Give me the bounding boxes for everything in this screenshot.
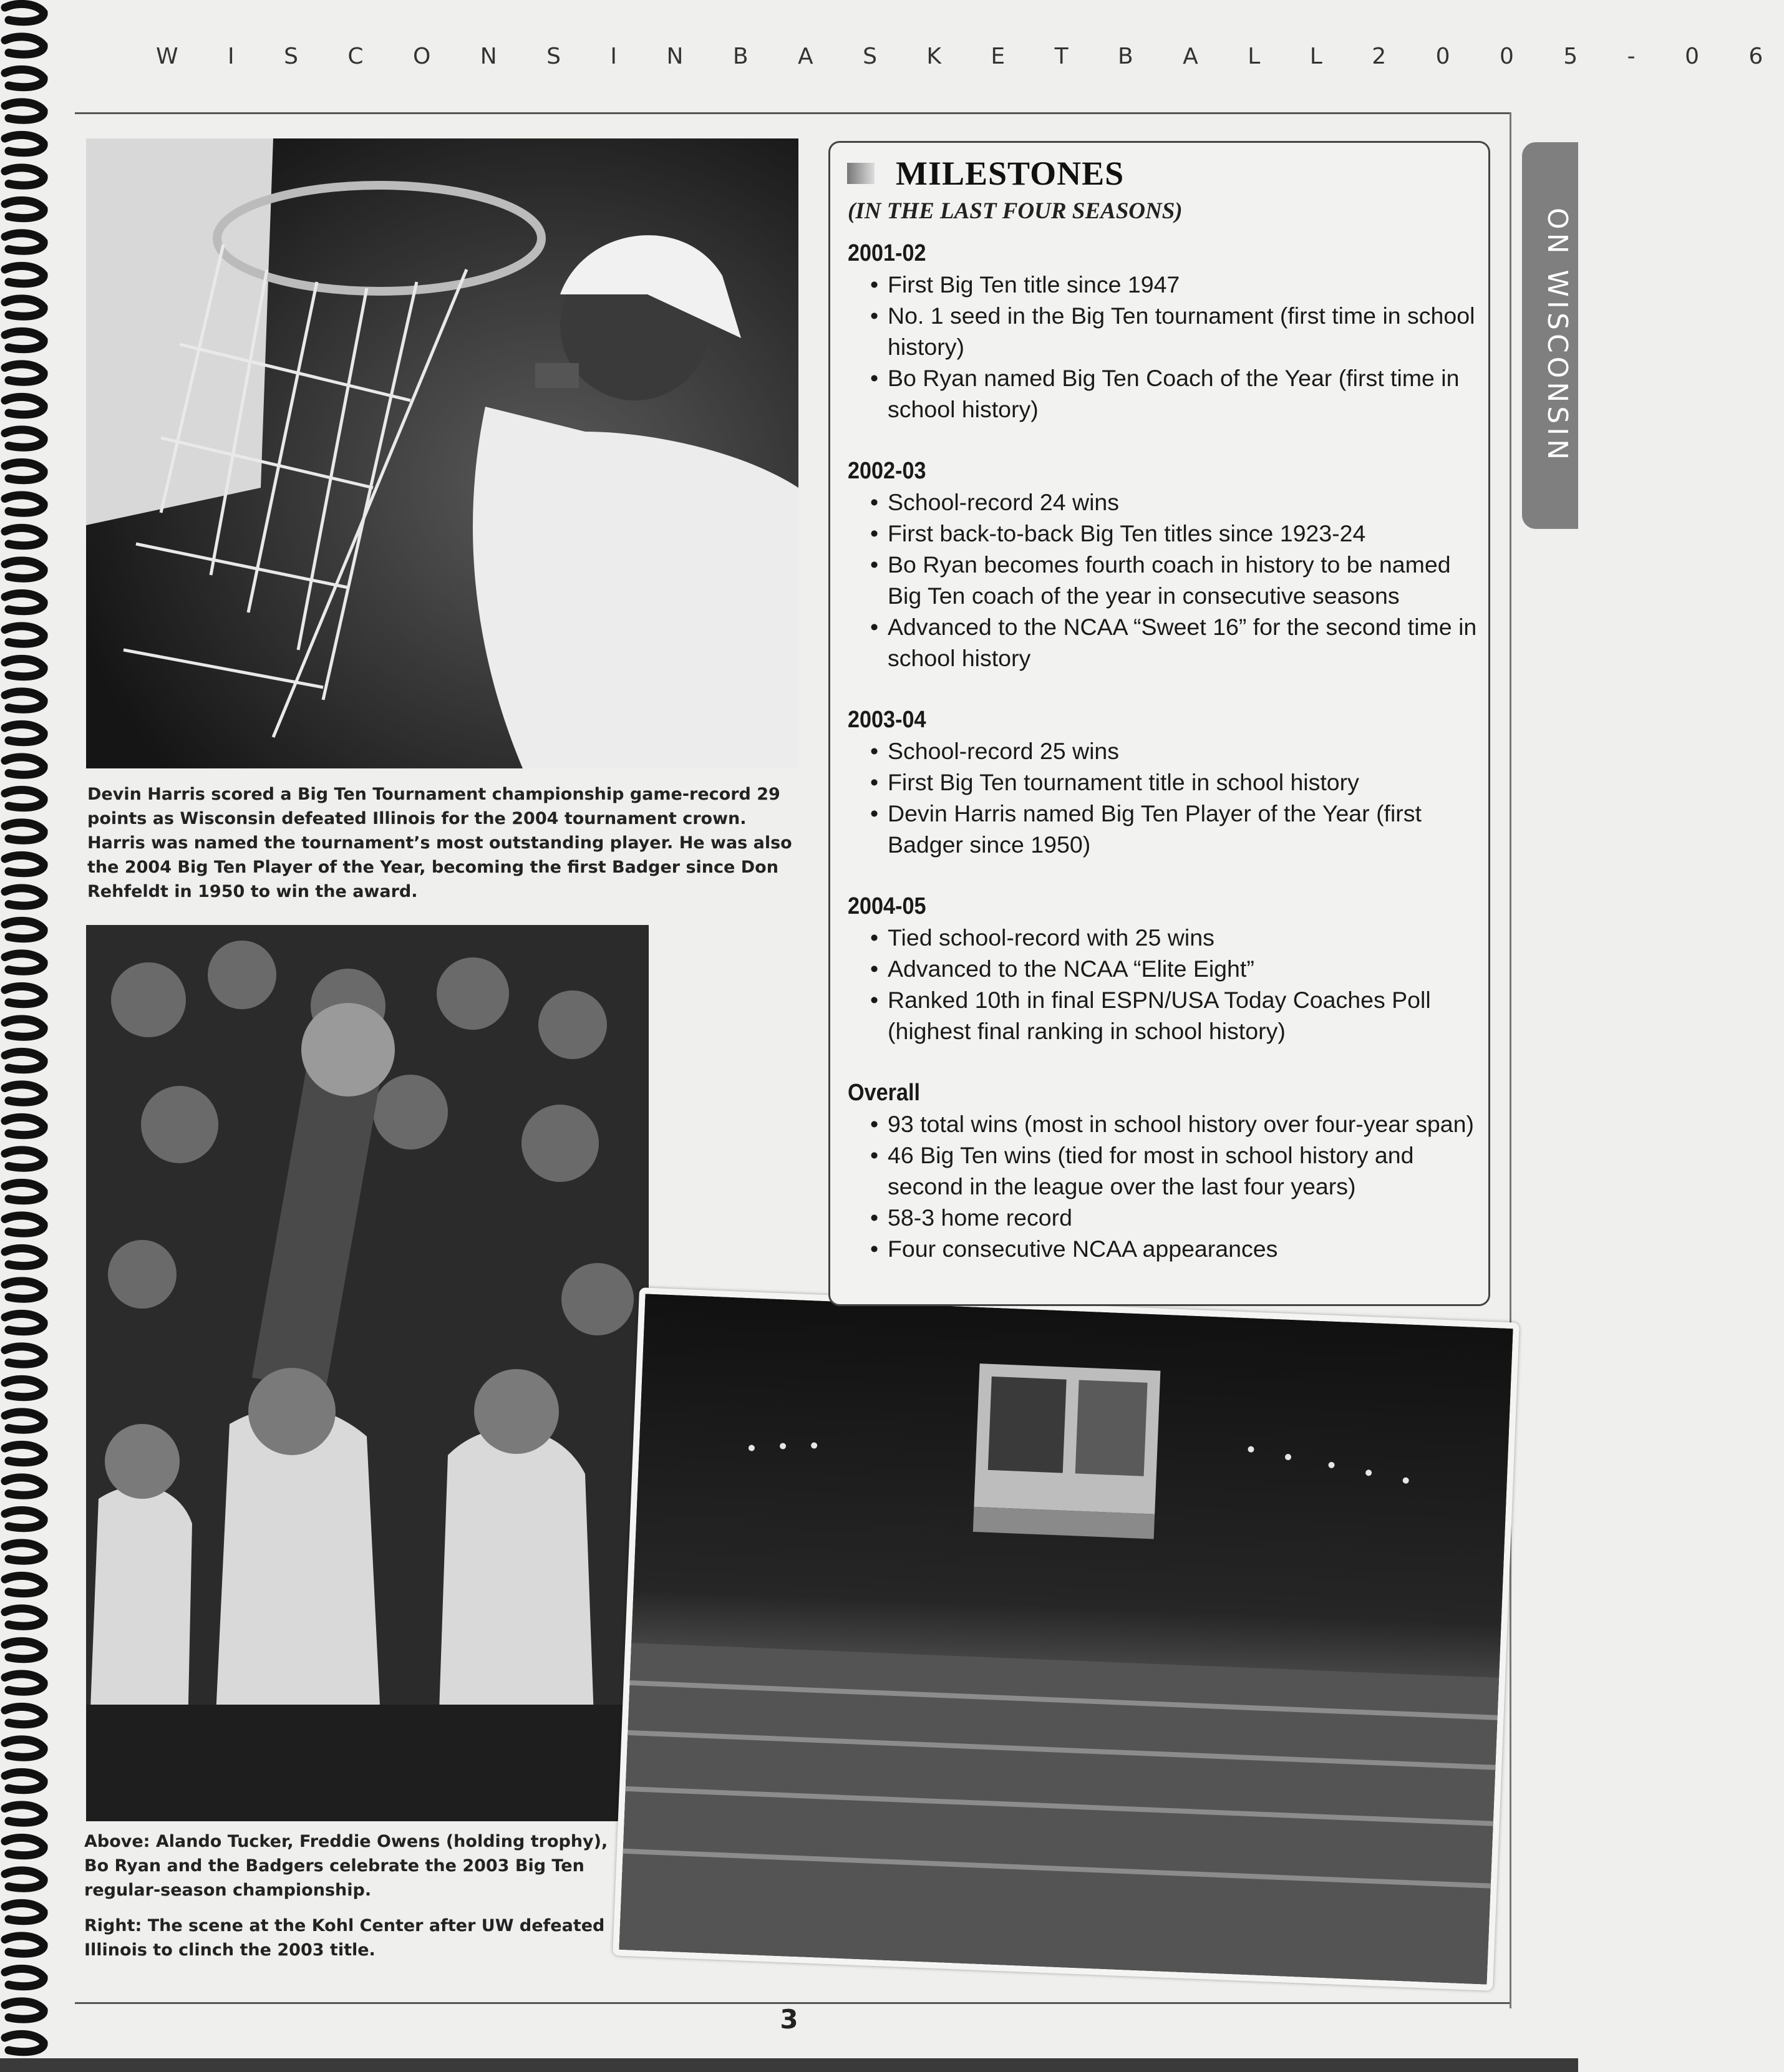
milestone-item: • Tied school-record with 25 wins [870,924,1214,951]
spiral-coil [5,1871,44,1888]
spiral-coil [5,1478,44,1495]
spiral-coil [5,593,44,611]
spiral-coil [5,1150,44,1168]
spiral-coil [5,1641,44,1658]
running-header: W I S C O N S I N B A S K E T B A L L 2 0 0 5 - 0 6 [156,44,1784,69]
spiral-coil [5,1314,44,1331]
milestone-item: • Bo Ryan named Big Ten Coach of the Year (first time in school history) [870,365,1460,422]
photo-net-cutting [86,138,798,768]
spiral-coil [5,135,44,152]
spiral-coil [5,2034,44,2051]
spiral-coil [5,1805,44,1823]
spiral-coil [5,1936,44,1953]
milestone-item: • School-record 24 wins [870,489,1120,515]
spiral-coil [5,102,44,120]
spiral-coil [5,1019,44,1037]
milestone-item: • School-record 25 wins [870,738,1120,764]
spiral-coil [5,1445,44,1462]
header-rule [75,112,1510,114]
spiral-coil [5,528,44,545]
spiral-coil [5,233,44,251]
spiral-coil [5,1968,44,1986]
spiral-coil [5,2002,44,2019]
milestone-item: • Devin Harris named Big Ten Player of the Year (first Badger since 1950) [870,800,1422,858]
spiral-coil [5,299,44,316]
spiral-coil [5,1510,44,1527]
spiral-coil [5,1052,44,1069]
photo-caption-kohl-center: Right: The scene at the Kohl Center after UW defeated Illinois to clinch the 2003 title. [84,1916,605,1960]
milestones-title: MILESTONES [896,155,1125,192]
photo-caption-celebration: Above: Alando Tucker, Freddie Owens (holding trophy), Bo Ryan and the Badgers celebrate the 2003 Big Ten regular-season championship. [84,1832,608,1900]
season-heading: 2002-03 [848,458,926,484]
spiral-coil [5,200,44,218]
spiral-coil [5,1609,44,1626]
spiral-coil [5,724,44,742]
spiral-coil [5,1740,44,1757]
milestone-item: • Ranked 10th in final ESPN/USA Today Coaches Poll (highest final ranking in school history) [870,987,1431,1044]
spiral-coil [5,462,44,480]
section-tab [1522,142,1578,529]
milestones-panel [828,141,1490,1306]
scan-edge [0,2058,1578,2072]
spiral-coil [5,37,44,54]
milestone-item: • First Big Ten title since 1947 [870,271,1180,298]
photo-kohl-center-crowd [613,1287,1520,1991]
milestone-item: • No. 1 seed in the Big Ten tournament (first time in school history) [870,303,1475,360]
spiral-coil [5,1281,44,1299]
spiral-coil [5,1183,44,1200]
spiral-binding [0,0,59,2072]
spiral-coil [5,1903,44,1920]
photo-trophy-celebration [86,925,649,1821]
spiral-coil [5,1117,44,1135]
spiral-coil [5,69,44,87]
spiral-coil [5,1576,44,1593]
spiral-coil [5,659,44,676]
milestone-item: • 46 Big Ten wins (tied for most in school history and second in the league over the last four years) [870,1142,1414,1199]
spiral-coil [5,888,44,906]
spiral-coil [5,986,44,1004]
season-block [848,891,1478,1047]
spiral-coil [5,1085,44,1102]
season-heading: 2001-02 [848,240,926,266]
milestone-item: • First Big Ten tournament title in school history [870,769,1359,795]
spiral-coil [5,823,44,840]
spiral-coil [5,1412,44,1430]
spiral-coil [5,4,44,21]
milestone-item: • Four consecutive NCAA appearances [870,1236,1278,1262]
season-heading: 2004-05 [848,893,926,919]
spiral-coil [5,626,44,644]
spiral-coil [5,1347,44,1364]
spiral-coil [5,692,44,709]
spiral-coil [5,1379,44,1397]
milestones-list [848,238,1478,1295]
spiral-coil [5,921,44,938]
spiral-coil [5,1772,44,1789]
season-block [848,704,1478,860]
spiral-coil [5,1216,44,1233]
spiral-coil [5,1543,44,1561]
spiral-coil [5,1837,44,1855]
season-heading: Overall [848,1080,920,1106]
spiral-coil [5,331,44,349]
spiral-coil [5,364,44,382]
margin-rule [1510,112,1511,2008]
season-block [848,1077,1478,1264]
spiral-coil [5,1674,44,1692]
spiral-coil [5,855,44,873]
milestone-item: • First back-to-back Big Ten titles since 1923-24 [870,520,1366,546]
title-marker-square [847,163,875,184]
spiral-coil [5,954,44,971]
milestone-item: • 93 total wins (most in school history over four-year span) [870,1111,1474,1137]
spiral-coil [5,1706,44,1724]
page-number: 3 [780,2004,798,2035]
spiral-coil [5,397,44,414]
spiral-coil [5,495,44,513]
spiral-coil [5,430,44,447]
section-tab-label: ON WISCONSIN [1541,207,1573,464]
photo-caption-harris: Devin Harris scored a Big Ten Tournament championship game-record 29 points as Wisconsin defeated Illinois for the 2004 tournament crown. Harris was named the tournament’s most outstanding player. He was also the 2004 Big Ten Player of the Year, becoming the first Badger since Don Rehfeldt in 1950 to win the award. [87,785,792,901]
season-heading: 2003-04 [848,707,926,733]
spiral-coil [5,561,44,578]
milestone-item: • Advanced to the NCAA “Sweet 16” for the second time in school history [870,614,1477,671]
spiral-coil [5,757,44,775]
milestone-item: • Advanced to the NCAA “Elite Eight” [870,956,1254,982]
milestone-item: • Bo Ryan becomes fourth coach in history to be named Big Ten coach of the year in consecutive seasons [870,551,1451,609]
spiral-coil [5,790,44,807]
spiral-coil [5,266,44,283]
spiral-coil [5,168,44,185]
season-block [848,455,1478,674]
spiral-coil [5,1248,44,1266]
milestones-subtitle: (IN THE LAST FOUR SEASONS) [848,198,1183,224]
milestone-item: • 58-3 home record [870,1204,1072,1231]
season-block [848,238,1478,425]
